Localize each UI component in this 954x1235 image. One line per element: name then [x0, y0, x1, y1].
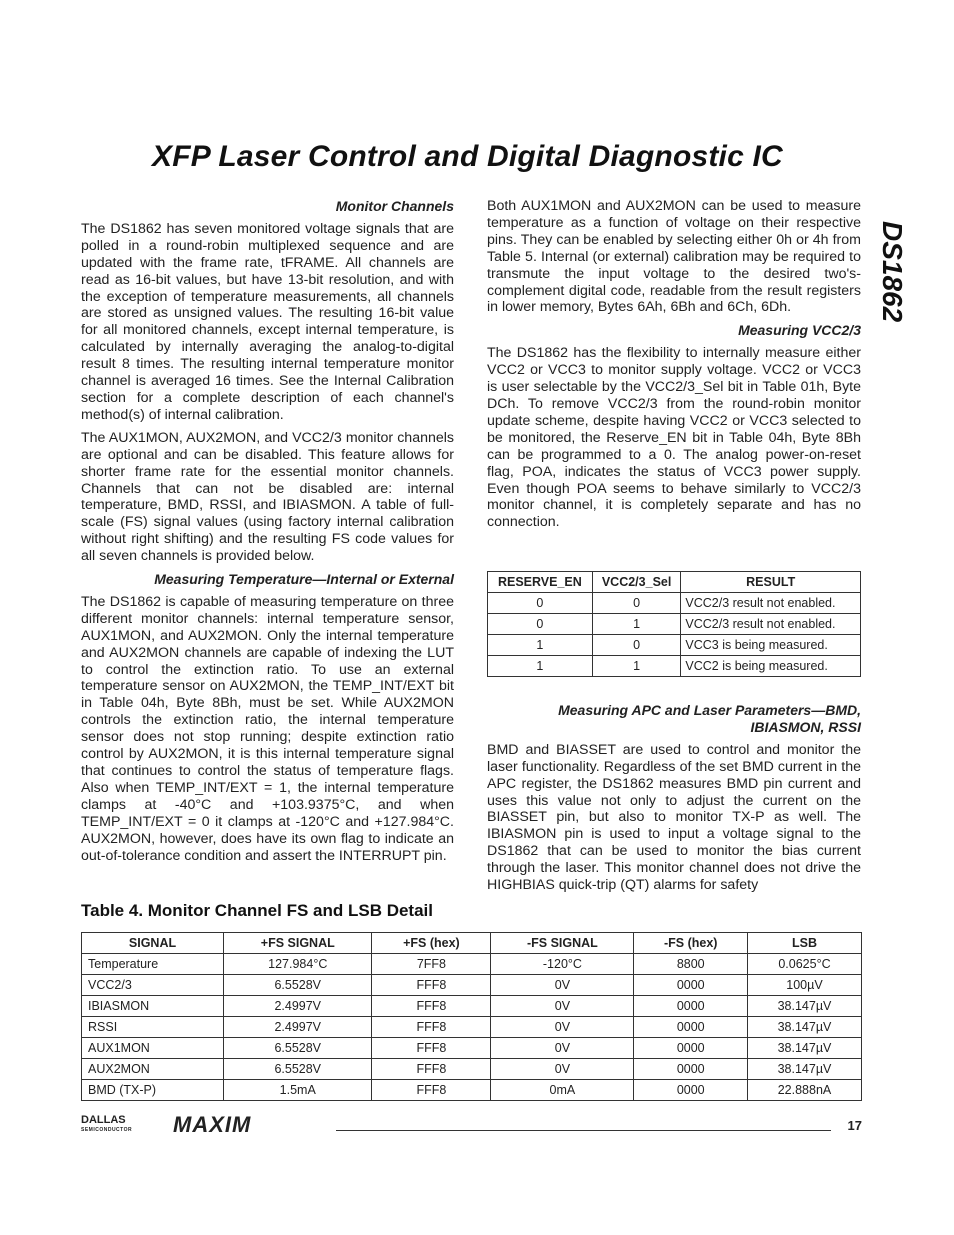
table-cell: VCC2/3 — [82, 975, 224, 996]
heading-monitor-channels: Monitor Channels — [335, 198, 454, 214]
footer-rule — [336, 1130, 831, 1131]
table-row — [488, 593, 861, 614]
table-cell: BMD (TX-P) — [82, 1080, 224, 1101]
table-cell: FFF8 — [372, 975, 491, 996]
table-cell: FFF8 — [372, 1059, 491, 1080]
table-cell: RSSI — [82, 1017, 224, 1038]
table-cell: 38.147µV — [747, 996, 861, 1017]
table-row — [82, 975, 862, 996]
maxim-logo: MAXIM — [173, 1112, 252, 1137]
side-tab-label: DS1862 — [877, 221, 908, 323]
table-cell: 0 — [488, 614, 593, 635]
table-cell: FFF8 — [372, 996, 491, 1017]
table-cell: 0000 — [634, 1059, 748, 1080]
page-number: 17 — [847, 1118, 862, 1133]
table-cell: 0V — [491, 1038, 634, 1059]
paragraph: Both AUX1MON and AUX2MON can be used to measure temperature as a function of voltage on their respective pins. They can be enabled by selecting either 0h or 4h from Table 5. Internal (or external) calibration may be required to transmute the input voltage to the desired two's-complement digital code, readable from the result registers in lower memory, Bytes 6Ah, 6Bh and 6Ch, 6Dh. — [487, 198, 861, 316]
table-cell: 1 — [592, 614, 681, 635]
table-cell: 1 — [488, 635, 593, 656]
logo-subtext: SEMICONDUCTOR — [81, 1127, 133, 1133]
table-header: -FS (hex) — [634, 933, 748, 954]
table-cell: AUX2MON — [82, 1059, 224, 1080]
table-cell: 0V — [491, 996, 634, 1017]
table-header: SIGNAL — [82, 933, 224, 954]
paragraph: The AUX1MON, AUX2MON, and VCC2/3 monitor channels are optional and can be disabled. This feature allows for shorter frame rate for the essential monitor channels. Channels that can not be disabled are: internal temperature, BMD, RSSI, and IBIASMON. A table of full-scale (FS) signal values (using factory internal calibration without right shifting) and the resulting FS code values for all seven channels is provided below. — [81, 429, 454, 565]
logo-text: DALLAS — [81, 1114, 126, 1126]
table-cell: 8800 — [634, 954, 748, 975]
table-cell: 1 — [592, 656, 681, 677]
table-cell: 38.147µV — [747, 1059, 861, 1080]
table-vcc-select — [487, 571, 861, 677]
dallas-logo — [81, 1115, 132, 1135]
table-header: LSB — [747, 933, 861, 954]
table-cell: 1 — [488, 656, 593, 677]
table-cell: 127.984°C — [224, 954, 372, 975]
table-cell: 0 — [488, 593, 593, 614]
table-cell: 0 — [592, 635, 681, 656]
table-row — [82, 954, 862, 975]
table-cell: 1.5mA — [224, 1080, 372, 1101]
table-cell: 0V — [491, 1017, 634, 1038]
table-cell: 2.4997V — [224, 996, 372, 1017]
table-header: VCC2/3_Sel — [592, 572, 681, 593]
paragraph: The DS1862 has the flexibility to internally measure either VCC2 or VCC3 to monitor supply voltage. VCC2 or VCC3 is user selectable by the VCC2/3_Sel bit in Table 01h, Byte DCh. To remove VCC2/3 from the round-robin monitor update scheme, despite having VCC2 or VCC3 selected to be monitored, the Reserve_EN bit in Table 04h, Byte 8Bh can be programmed to a 0. The analog power-on-reset flag, POA, indicates the status of VCC3 power supply. Even though POA seems to behave similarly to VCC2/3 monitor channel, it is completely separate and has no connection. — [487, 345, 861, 531]
table-cell: 6.5528V — [224, 1038, 372, 1059]
table-monitor-channels — [81, 932, 862, 1101]
table-row — [82, 996, 862, 1017]
table-cell: -120°C — [491, 954, 634, 975]
paragraph: The DS1862 has seven monitored voltage signals that are polled in a round-robin multiplexed sequence and are updated with the frame rate, tFRAME. All channels are read as 16-bit values, but have 13-bit resolution, and with the exception of temperature measurements, all channels are stored as unsigned values. The resulting 16-bit value for all monitored channels, except internal temperature, is calculated by internally averaging the analog-to-digital result 8 times. The resulting internal temperature monitor channel is averaged 16 times. See the Internal Calibration section for a complete description of each channel's method(s) of internal calibration. — [81, 220, 454, 423]
table-cell: 0V — [491, 975, 634, 996]
table-cell: 0000 — [634, 1080, 748, 1101]
table-cell: 0000 — [634, 996, 748, 1017]
table-header: +FS (hex) — [372, 933, 491, 954]
table-header: RESULT — [681, 572, 861, 593]
table-cell: 22.888nA — [747, 1080, 861, 1101]
table-row — [82, 1017, 862, 1038]
table-row — [488, 656, 861, 677]
page-title: XFP Laser Control and Digital Diagnostic IC — [152, 140, 783, 173]
heading-measuring-temperature: Measuring Temperature—Internal or External — [154, 571, 454, 588]
table-cell: 0000 — [634, 1017, 748, 1038]
table-row — [488, 635, 861, 656]
table-cell: 2.4997V — [224, 1017, 372, 1038]
table-cell: 6.5528V — [224, 975, 372, 996]
table-header: -FS SIGNAL — [491, 933, 634, 954]
table-cell: FFF8 — [372, 1017, 491, 1038]
table-cell: Temperature — [82, 954, 224, 975]
table-row — [82, 1059, 862, 1080]
table-cell: 0mA — [491, 1080, 634, 1101]
table-cell: 7FF8 — [372, 954, 491, 975]
table-cell: 38.147µV — [747, 1038, 861, 1059]
table-row — [82, 1038, 862, 1059]
side-tab — [872, 205, 912, 345]
table-header: RESERVE_EN — [488, 572, 593, 593]
heading-measuring-apc-cont: IBIASMON, RSSI — [750, 718, 861, 735]
table-cell: VCC2/3 result not enabled. — [681, 614, 861, 635]
table-row — [488, 614, 861, 635]
table-cell: 0000 — [634, 975, 748, 996]
table-cell: 0.0625°C — [747, 954, 861, 975]
heading-measuring-vcc: Measuring VCC2/3 — [738, 322, 861, 339]
table-cell: VCC2/3 result not enabled. — [681, 593, 861, 614]
table-row — [82, 1080, 862, 1101]
paragraph: BMD and BIASSET are used to control and monitor the laser functionality. Regardless of the set BMD current in the APC register, the DS1862 measures BMD pin current and uses this value not only to adjust the current on the BIASSET pin, but also to monitor TX-P as well. The IBIASMON pin is used to input a voltage signal to the DS1862 that can be used to monitor the bias current through the laser. This monitor channel does not drive the HIGHBIAS quick-trip (QT) alarms for safety — [487, 741, 861, 894]
table-cell: 38.147µV — [747, 1017, 861, 1038]
table-cell: FFF8 — [372, 1038, 491, 1059]
table-cell: IBIASMON — [82, 996, 224, 1017]
table-cell: 0 — [592, 593, 681, 614]
left-column — [81, 198, 454, 870]
footer — [81, 1110, 862, 1140]
paragraph: The DS1862 is capable of measuring temperature on three different monitor channels: internal temperature sensor, AUX1MON, and AUX2MON. Only the internal temperature and AUX2MON channels are capable of indexing the LUT to control the extinction ratio. To use an external temperature sensor on AUX2MON, the TEMP_INT/EXT bit in Table 04h, Byte 8Bh, must be set. While AUX2MON controls the extinction ratio, the internal temperature sensor does not stop running; despite extinction ratio control by AUX2MON, it is this internal temperature signal that continues to control the status of temperature flags. Also when TEMP_INT/EXT = 1, the internal temperature clamps at -40°C and +103.9375°C, and when TEMP_INT/EXT = 0 it clamps at -120°C and +127.984°C. AUX2MON, however, does have its own flag to indicate an out-of-tolerance condition and assert the INTERRUPT pin. — [81, 593, 454, 864]
table-cell: 100µV — [747, 975, 861, 996]
table-header: +FS SIGNAL — [224, 933, 372, 954]
table-cell: 0V — [491, 1059, 634, 1080]
table-cell: AUX1MON — [82, 1038, 224, 1059]
right-column — [487, 198, 861, 537]
table-cell: 0000 — [634, 1038, 748, 1059]
heading-measuring-apc: Measuring APC and Laser Parameters—BMD, — [558, 702, 861, 718]
table-cell: VCC2 is being measured. — [681, 656, 861, 677]
table-cell: FFF8 — [372, 1080, 491, 1101]
table-cell: 6.5528V — [224, 1059, 372, 1080]
table-title: Table 4. Monitor Channel FS and LSB Detail — [81, 901, 433, 920]
table-cell: VCC3 is being measured. — [681, 635, 861, 656]
right-column-lower — [487, 702, 861, 900]
